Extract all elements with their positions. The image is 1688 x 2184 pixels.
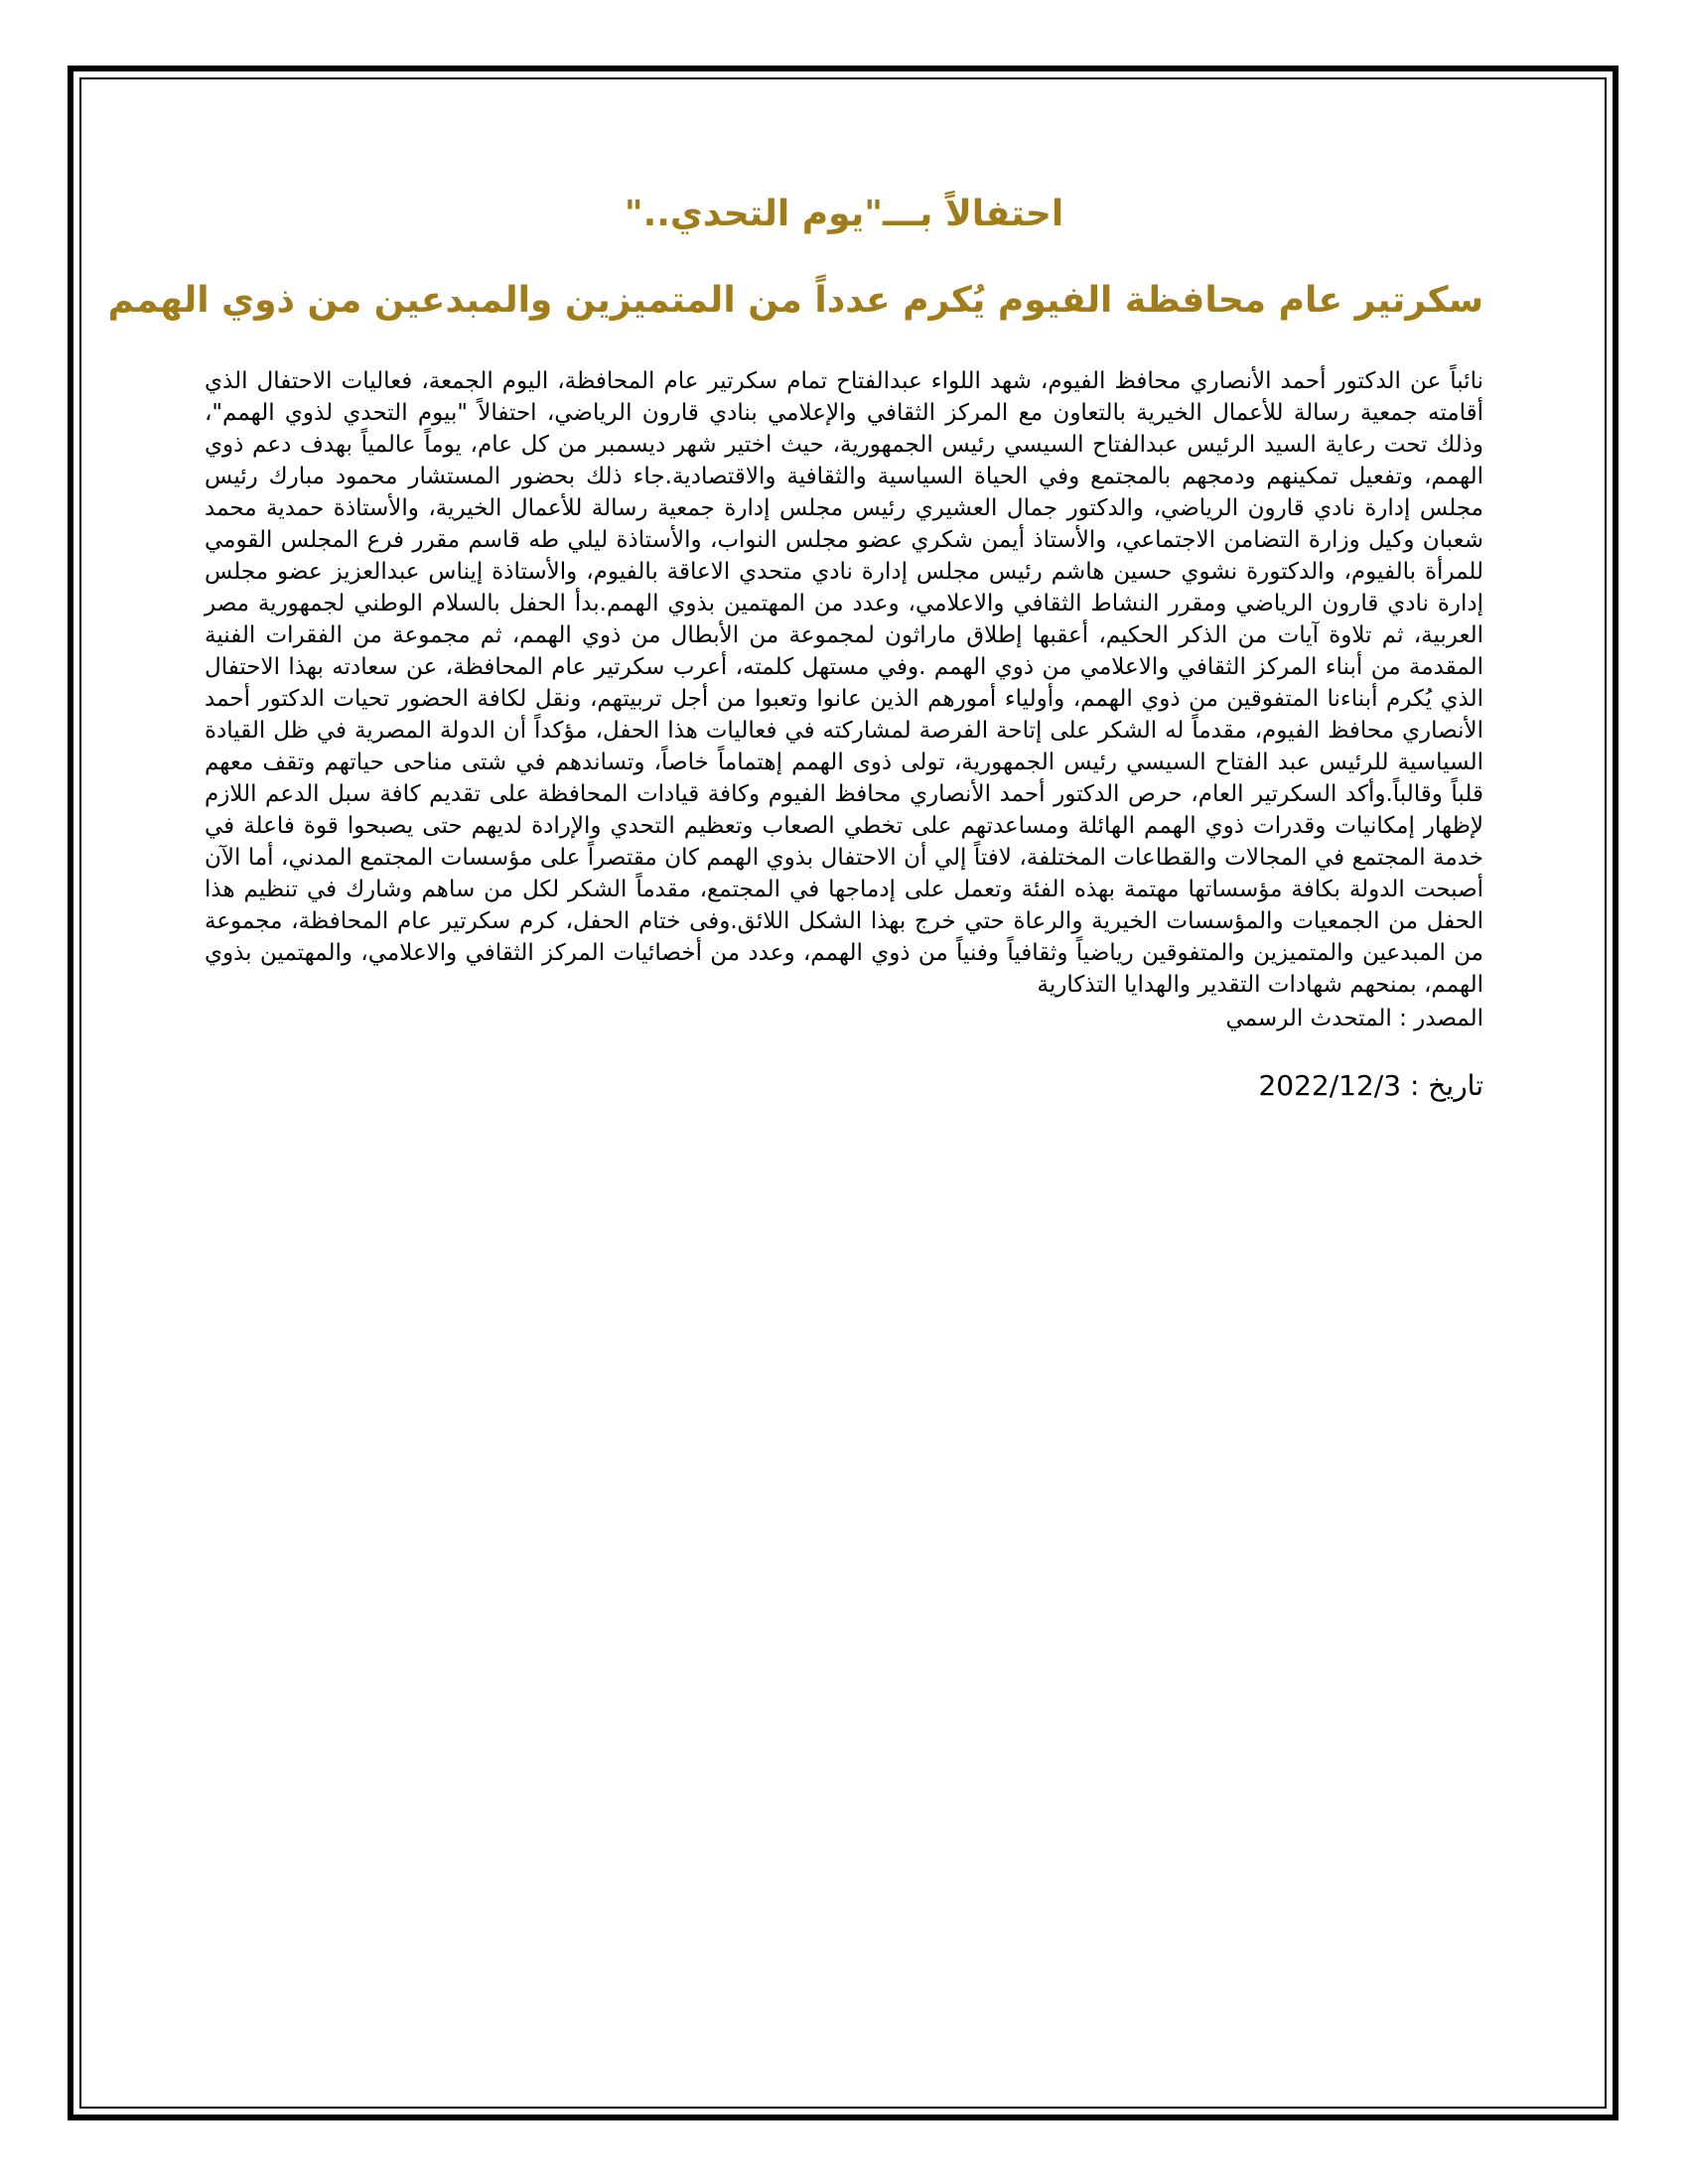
- document-source: المصدر : المتحدث الرسمي: [1225, 1006, 1483, 1031]
- document-body: نائباً عن الدكتور أحمد الأنصاري محافظ الفيوم، شهد اللواء عبدالفتاح تمام سكرتير عام المحافظة، اليوم الجمعة، فعاليات الاحتفال الذي أقامته جمعية رسالة للأعمال الخيرية بالتعاون مع المركز الثقافي والإعلامي بنادي قارون الرياضي، احتفالاً "بيوم التحدي لذوي الهمم"، وذلك تحت رعاية السيد الرئيس عبدالفتاح السيسي رئيس الجمهورية، حيث اختير شهر ديسمبر من كل عام، يوماً عالمياً بهدف دعم ذوي الهمم، وتفعيل تمكينهم ودمجهم بالمجتمع وفي الحياة السياسية والثقافية والاقتصادية.جاء ذلك بحضور المستشار محمود مبارك رئيس مجلس إدارة نادي قارون الرياضي، والدكتور جمال العشيري رئيس مجلس إدارة جمعية رسالة للأعمال الخيرية، والأستاذة حمدية محمد شعبان وكيل وزارة التضامن الاجتماعي، والأستاذ أيمن شكري عضو مجلس النواب، والأستاذة ليلي طه قاسم مقرر فرع المجلس القومي للمرأة بالفيوم، والدكتورة نشوي حسين هاشم رئيس مجلس إدارة نادي متحدي الاعاقة بالفيوم، والأستاذة إيناس عبدالعزيز عضو مجلس إدارة نادي قارون الرياضي ومقرر النشاط الثقافي والاعلامي، وعدد من المهتمين بذوي الهمم.بدأ الحفل بالسلام الوطني لجمهورية مصر العربية، ثم تلاوة آيات من الذكر الحكيم، أعقبها إطلاق ماراثون لمجموعة من الأبطال من ذوي الهمم، ثم مجموعة من الفقرات الفنية المقدمة من أبناء المركز الثقافي والاعلامي من ذوي الهمم .وفي مستهل كلمته، أعرب سكرتير عام المحافظة، عن سعادته بهذا الاحتفال الذي يُكرم أبناءنا المتفوقين من ذوي الهمم، وأولياء أمورهم الذين عانوا وتعبوا من أجل تربيتهم، ونقل لكافة الحضور تحيات الدكتور أحمد الأنصاري محافظ الفيوم، مقدماً له الشكر على إتاحة الفرصة لمشاركته في فعاليات هذا الحفل، مؤكداً أن الدولة المصرية في ظل القيادة السياسية للرئيس عبد الفتاح السيسي رئيس الجمهورية، تولى ذوى الهمم إهتماماً خاصاً، وتساندهم في شتى مناحى حياتهم وتقف معهم قلباً وقالباً.وأكد السكرتير العام، حرص الدكتور أحمد الأنصاري محافظ الفيوم وكافة قيادات المحافظة على تقديم كافة سبل الدعم اللازم لإظهار إمكانيات وقدرات ذوي الهمم الهائلة ومساعدتهم على تخطي الصعاب وتعظيم التحدي والإرادة لديهم حتى يصبحوا قوة فاعلة في خدمة المجتمع في المجالات والقطاعات المختلفة، لافتاً إلي أن الاحتفال بذوي الهمم كان مقتصراً على مؤسسات المجتمع المدني، أما الآن أصبحت الدولة بكافة مؤسساتها مهتمة بهذه الفئة وتعمل على إدماجها في المجتمع، مقدماً الشكر لكل من ساهم وشارك في تنظيم هذا الحفل من الجمعيات والمؤسسات الخيرية والرعاة حتي خرج بهذا الشكل اللائق.وفى ختام الحفل، كرم سكرتير عام المحافظة، مجموعة من المبدعين والمتميزين والمتفوقين رياضياً وثقافياً وفنياً من ذوي الهمم، وعدد من أخصائيات المركز الثقافي والاعلامي، والمهتمين بذوي الهمم، بمنحهم شهادات التقدير والهدايا التذكارية: [205, 368, 1483, 998]
- document-subtitle: سكرتير عام محافظة الفيوم يُكرم عدداً من المتميزين والمبدعين من ذوي الهمم: [107, 280, 1483, 321]
- document-content: [107, 189, 1483, 1106]
- document-date: تاريخ : 2022/12/3: [1258, 1069, 1483, 1102]
- document-title: احتفالاً بـــ"يوم التحدي..": [624, 194, 1064, 234]
